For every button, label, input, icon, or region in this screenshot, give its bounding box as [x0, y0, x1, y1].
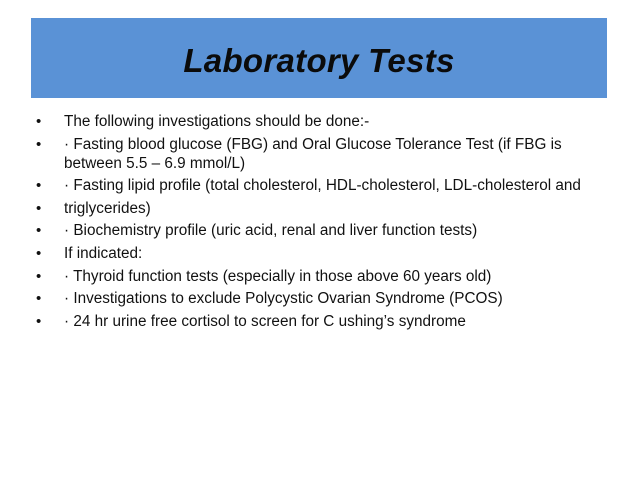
bullet-text: · Fasting lipid profile (total cholesterol, HDL-cholesterol, LDL-cholesterol and [64, 177, 581, 195]
bullet-text: The following investigations should be done:- [64, 113, 370, 130]
bullet-icon: • [36, 113, 42, 130]
bullet-icon: • [36, 290, 42, 308]
slide-title: Laboratory Tests [183, 42, 455, 79]
list-item [36, 176, 596, 195]
list-item [36, 267, 596, 286]
bullet-list [36, 112, 596, 334]
bullet-icon: • [36, 244, 42, 262]
bullet-icon: • [36, 177, 42, 195]
bullet-icon: • [36, 135, 42, 153]
bullet-icon: • [36, 199, 42, 217]
bullet-text: · 24 hr urine free cortisol to screen for C ushing’s syndrome [64, 312, 466, 330]
list-item [36, 289, 596, 308]
list-item [36, 135, 596, 173]
bullet-icon: • [36, 267, 42, 285]
bullet-text: triglycerides) [64, 199, 151, 217]
bullet-text: · Biochemistry profile (uric acid, renal and liver function tests) [64, 222, 478, 240]
list-item [36, 312, 596, 331]
list-item [36, 244, 596, 263]
list-item [36, 112, 596, 131]
bullet-icon: • [36, 312, 42, 330]
bullet-text: · Fasting blood glucose (FBG) and Oral Glucose Tolerance Test (if FBG is between 5.5 – 6.9 mmol/L) [64, 135, 562, 172]
list-item [36, 221, 596, 240]
bullet-text: · Investigations to exclude Polycystic Ovarian Syndrome (PCOS) [64, 290, 503, 308]
list-item [36, 199, 596, 218]
bullet-text: · Thyroid function tests (especially in those above 60 years old) [64, 267, 492, 285]
bullet-icon: • [36, 222, 42, 240]
bullet-text: If indicated: [64, 244, 143, 262]
title-bar [31, 18, 607, 98]
